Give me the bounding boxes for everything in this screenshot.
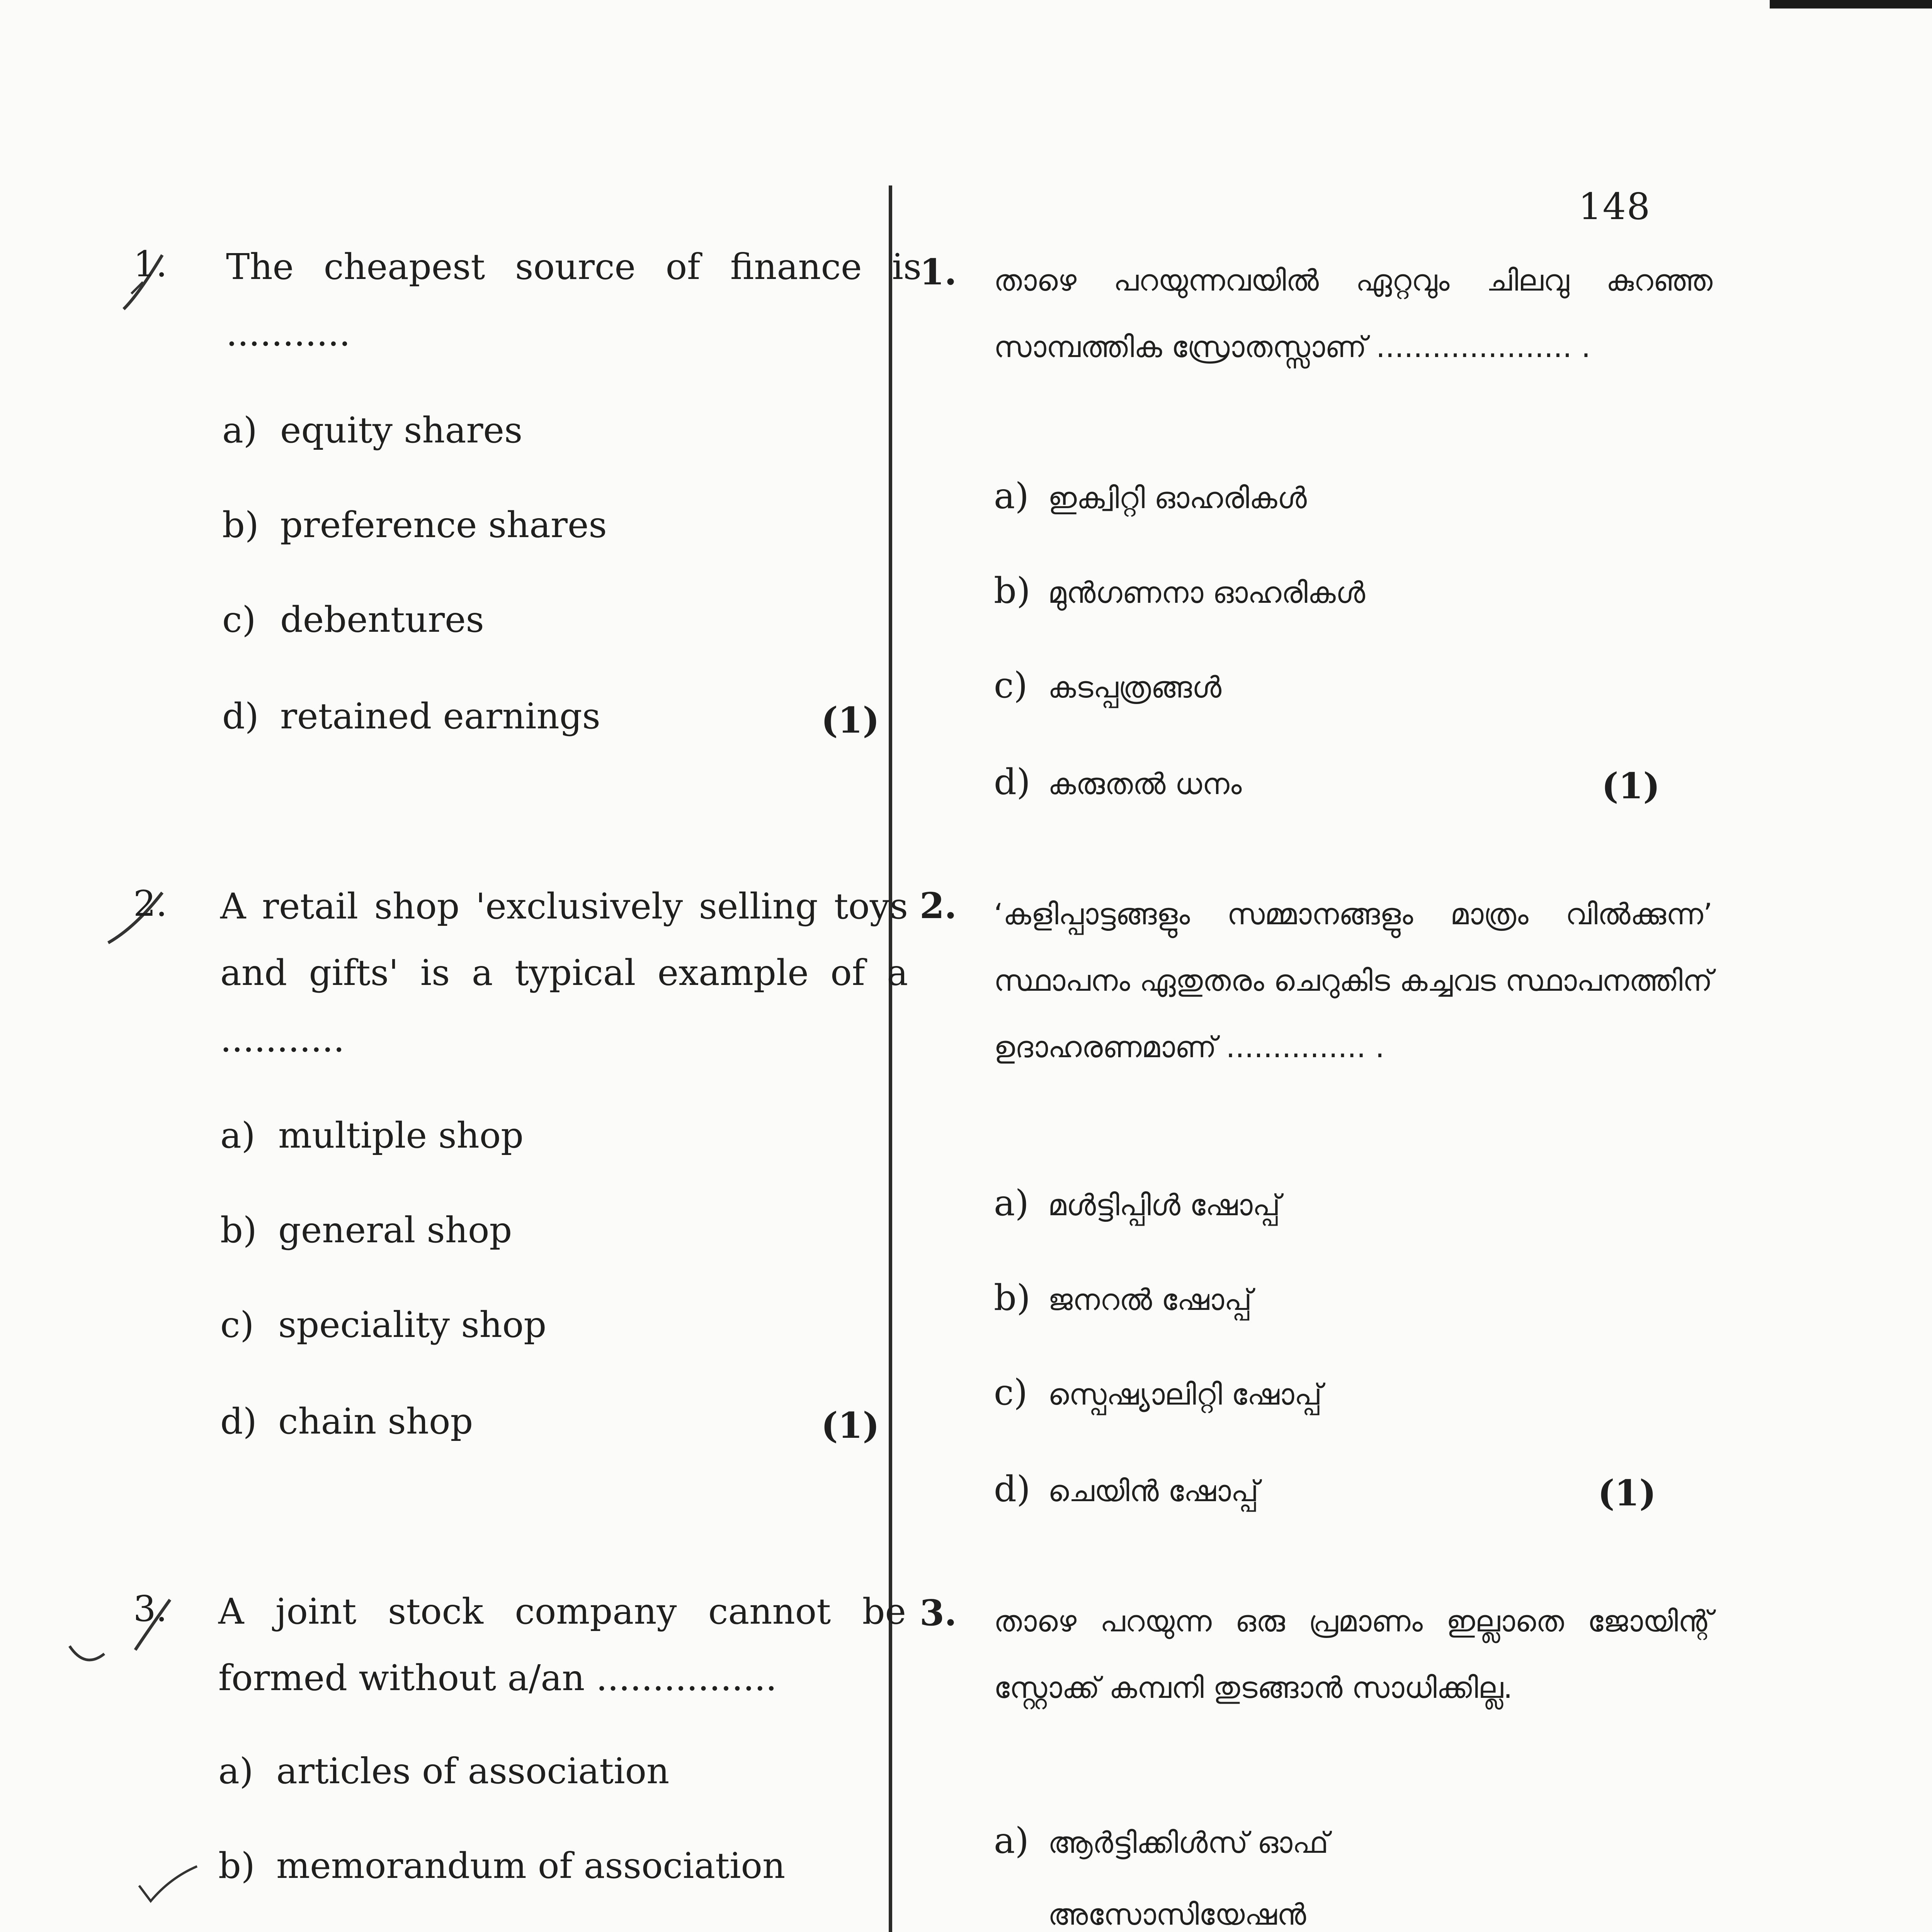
option-b: b) മുൻഗണനാ ഓഹരികൾ	[994, 570, 1366, 611]
page-number: 148	[1578, 185, 1651, 228]
option-b: b) preference shares	[222, 504, 607, 546]
question-number: 1.	[920, 251, 957, 293]
option-b: b) general shop	[220, 1209, 512, 1251]
option-a: a) articles of association	[218, 1750, 670, 1792]
option-a: a) ആർട്ടിക്കിൾസ് ഓഫ്	[994, 1820, 1329, 1861]
question-text: The cheapest source of finance is ...........	[226, 246, 922, 354]
option-a: a) മൾട്ടിപ്പിൾ ഷോപ്പ്	[994, 1182, 1281, 1224]
option-c: c) സ്പെഷ്യാലിറ്റി ഷോപ്പ്	[994, 1372, 1322, 1413]
marks: (1)	[821, 1405, 880, 1446]
option-a: a) multiple shop	[220, 1115, 524, 1156]
option-a-continued: അസോസിയേഷൻ	[1048, 1897, 1306, 1932]
scan-edge-shadow	[1770, 0, 1932, 9]
option-d: d) കരുതൽ ധനം	[994, 761, 1242, 803]
handwritten-tick-icon	[135, 1862, 205, 1909]
marks: (1)	[1598, 1472, 1656, 1514]
question-text: താഴെ പറയുന്നവയിൽ ഏറ്റവും ചിലവു കുറഞ്ഞ സാമ്പത്തിക സ്രോതസ്സാണ് ..................... .	[994, 263, 1713, 364]
option-d: d) retained earnings	[222, 696, 600, 737]
question-number: 2.	[920, 885, 957, 927]
marks: (1)	[1602, 765, 1660, 807]
option-a: a) ഇക്വിറ്റി ഓഹരികൾ	[994, 475, 1307, 517]
option-c: c) speciality shop	[220, 1304, 547, 1345]
question-number: 3.	[133, 1588, 167, 1629]
option-d: d) ചെയിൻ ഷോപ്പ്	[994, 1468, 1259, 1510]
option-a: a) equity shares	[222, 410, 523, 451]
question-text: താഴെ പറയുന്ന ഒരു പ്രമാണം ഇല്ലാതെ ജോയിന്റ് സ്റ്റോക്ക് കമ്പനി തുടങ്ങാൻ സാധിക്കില്ല.	[994, 1604, 1713, 1705]
option-b: b) memorandum of association	[218, 1845, 786, 1886]
marks: (1)	[821, 699, 880, 741]
question-text: ‘കളിപ്പാട്ടങ്ങളും സമ്മാനങ്ങളും മാത്രം വിൽക്കുന്ന’ സ്ഥാപനം ഏതുതരം ചെറുകിട കച്ചവട സ്ഥാപനത്തിന് ഉദാഹരണമാണ് ............... .	[994, 897, 1713, 1064]
question-number: 1.	[133, 243, 167, 285]
question-number: 3.	[920, 1592, 957, 1634]
option-c: c) debentures	[222, 599, 484, 640]
option-b: b) ജനറൽ ഷോപ്പ്	[994, 1277, 1252, 1318]
question-text: A retail shop 'exclusively selling toys and gifts' is a typical example of a ...........	[220, 886, 908, 1060]
question-number: 2.	[133, 883, 167, 924]
option-d: d) chain shop	[220, 1401, 473, 1442]
question-text: A joint stock company cannot be formed without a/an ................	[218, 1591, 906, 1699]
option-c: c) കടപ്പത്രങ്ങൾ	[994, 665, 1222, 706]
